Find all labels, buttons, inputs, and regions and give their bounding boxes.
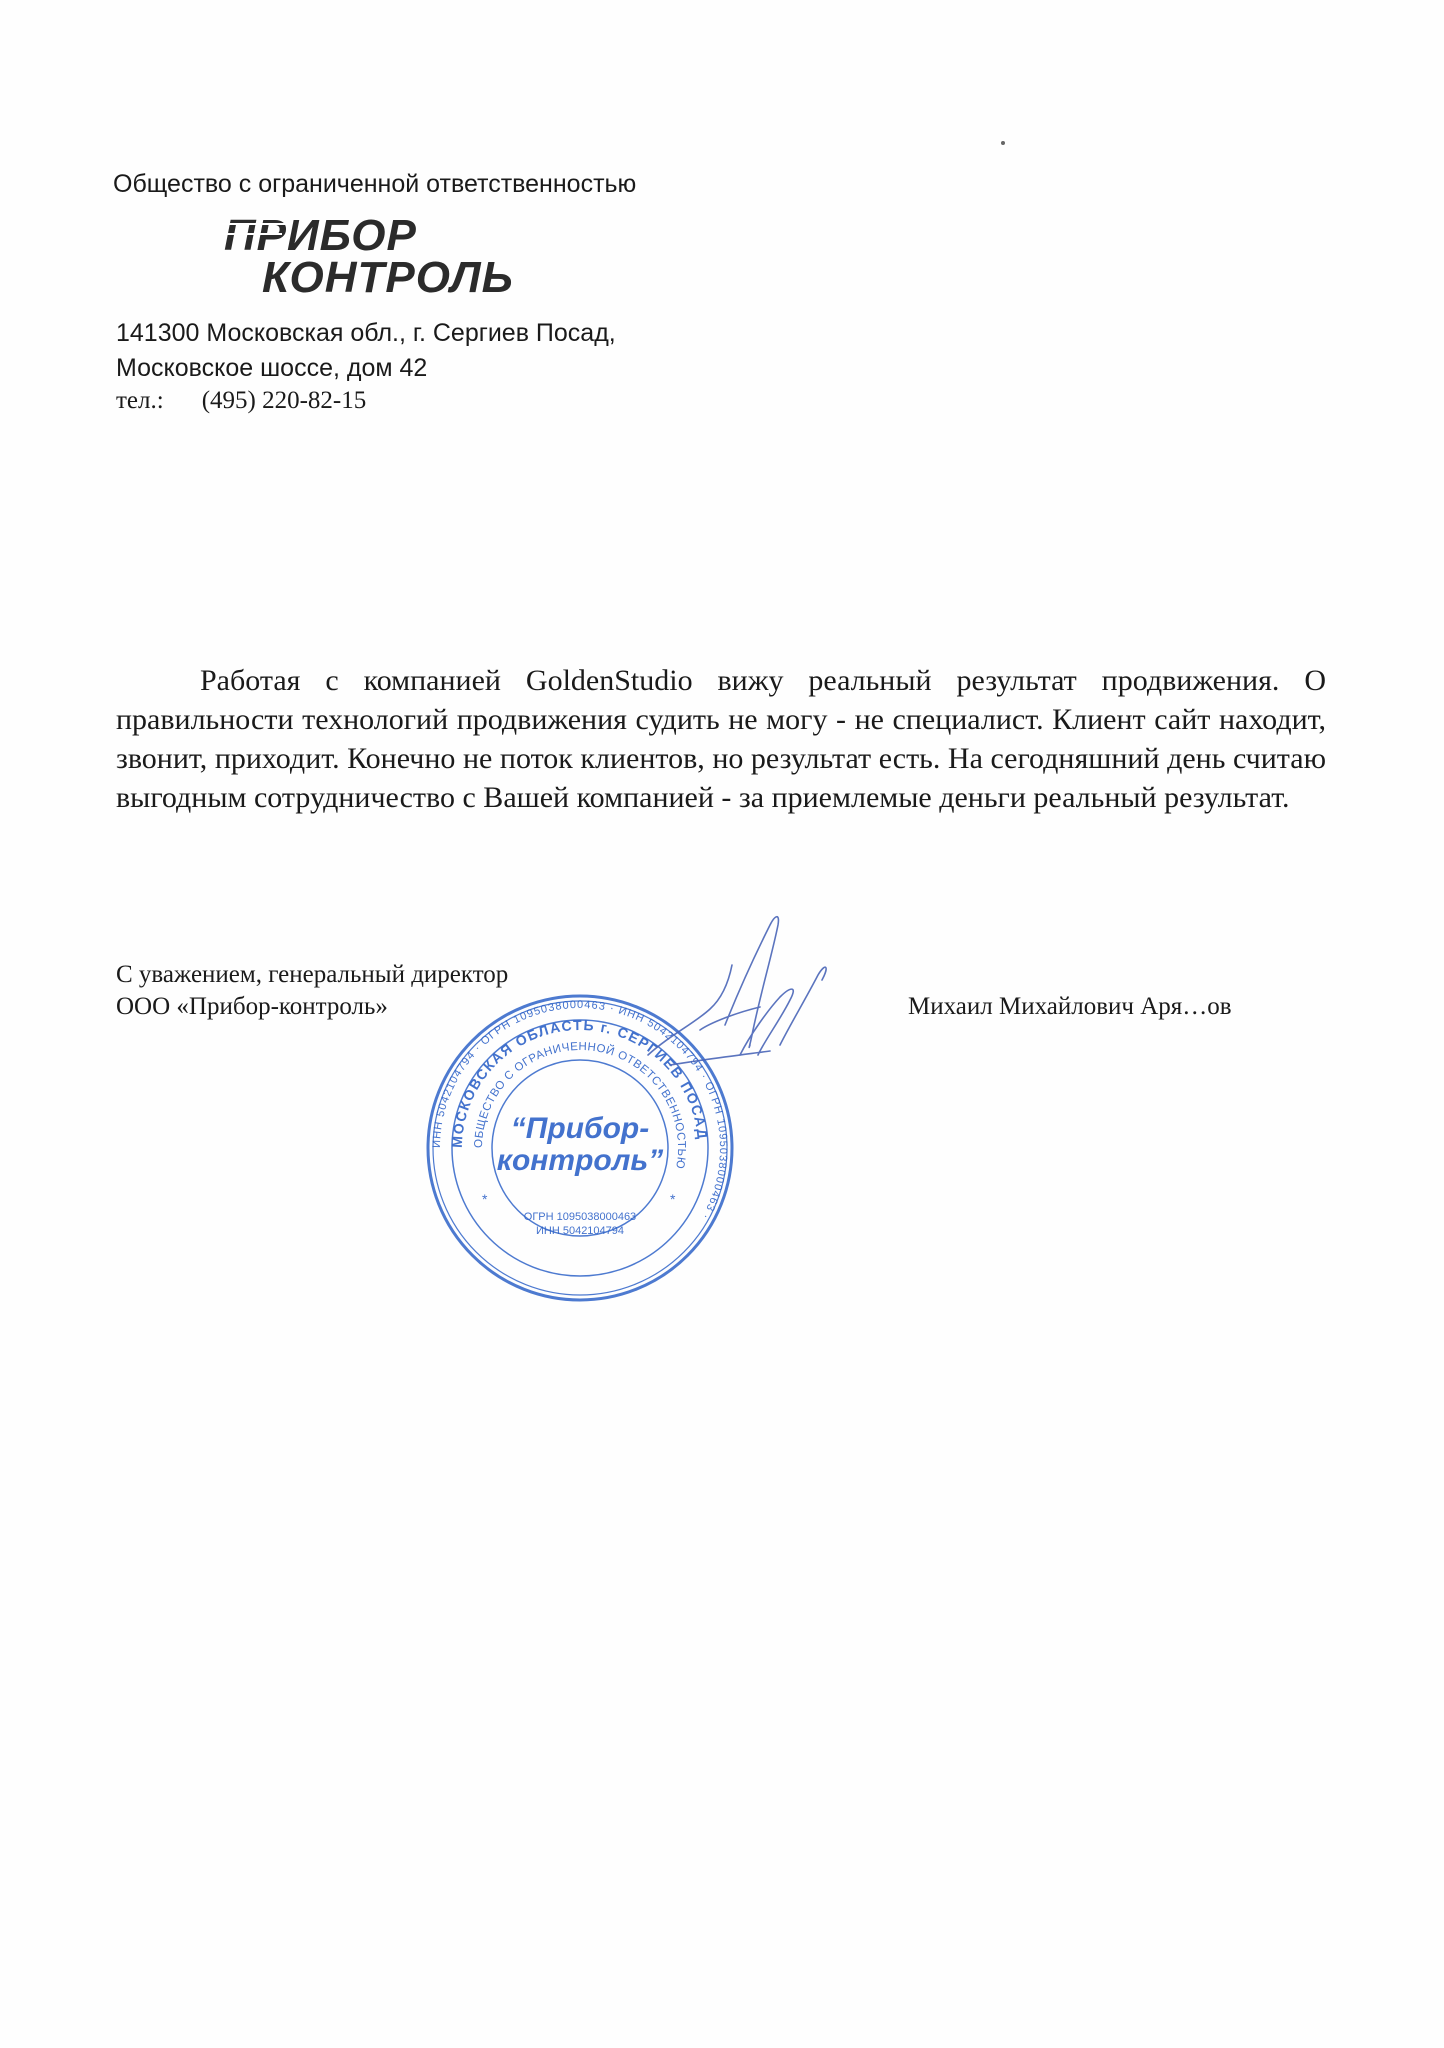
phone-number: (495) 220-82-15 [201,387,367,414]
org-type-line: Общество с ограниченной ответственностью [113,170,637,198]
phone-line [116,387,366,415]
stamp-inner-ring-text: ОБЩЕСТВО С ОГРАНИЧЕННОЙ ОТВЕТСТВЕННОСТЬЮ [472,1040,688,1170]
stamp-outer-ring-text: ИНН 5042104794 · ОГРН 1095038000463 · ИНН 5042104794 · ОГРН 1095038000463 · [430,998,730,1222]
stamp-bottom-line1: ОГРН 1095038000463 [523,1211,637,1223]
address-line-1: 141300 Московская обл., г. Сергиев Посад, [116,319,616,347]
svg-text:*: * [482,1191,488,1207]
address-line-2: Московское шоссе, дом 42 [116,354,428,382]
phone-label: тел.: [116,387,164,414]
svg-text:*: * [670,1191,676,1207]
logo-line2: КОНТРОЛЬ [262,253,514,298]
stamp-middle-ring-text: МОСКОВСКАЯ ОБЛАСТЬ г. СЕРГИЕВ ПОСАД [448,1016,711,1149]
letter-body-paragraph: Работая с компанией GoldenStudio вижу реальный результат продвижения. О правильности технологий продвижения судить не могу - не специалист. Клиент сайт находит, звонит, приходит. Конечно не поток клиентов, но результат есть. На сегодняшний день считаю выгодным сотрудничество с Вашей компанией - за приемлемые деньги реальный результат. [116,664,1326,814]
company-logo [222,212,542,298]
scan-speck [1001,141,1005,145]
handwritten-signature [640,905,840,1095]
stamp-center-line2: контроль” [496,1144,664,1177]
stamp-center-line1: “Прибор- [510,1112,650,1145]
closing-company: ООО «Прибор-контроль» [116,993,388,1020]
signer-name: Михаил Михайлович Аря…ов [908,993,1232,1020]
logo-line1: ПРИБОР [224,212,417,260]
stamp-bottom-line2: ИНН 5042104794 [535,1225,625,1237]
closing-regards: С уважением, генеральный директор [116,961,509,988]
